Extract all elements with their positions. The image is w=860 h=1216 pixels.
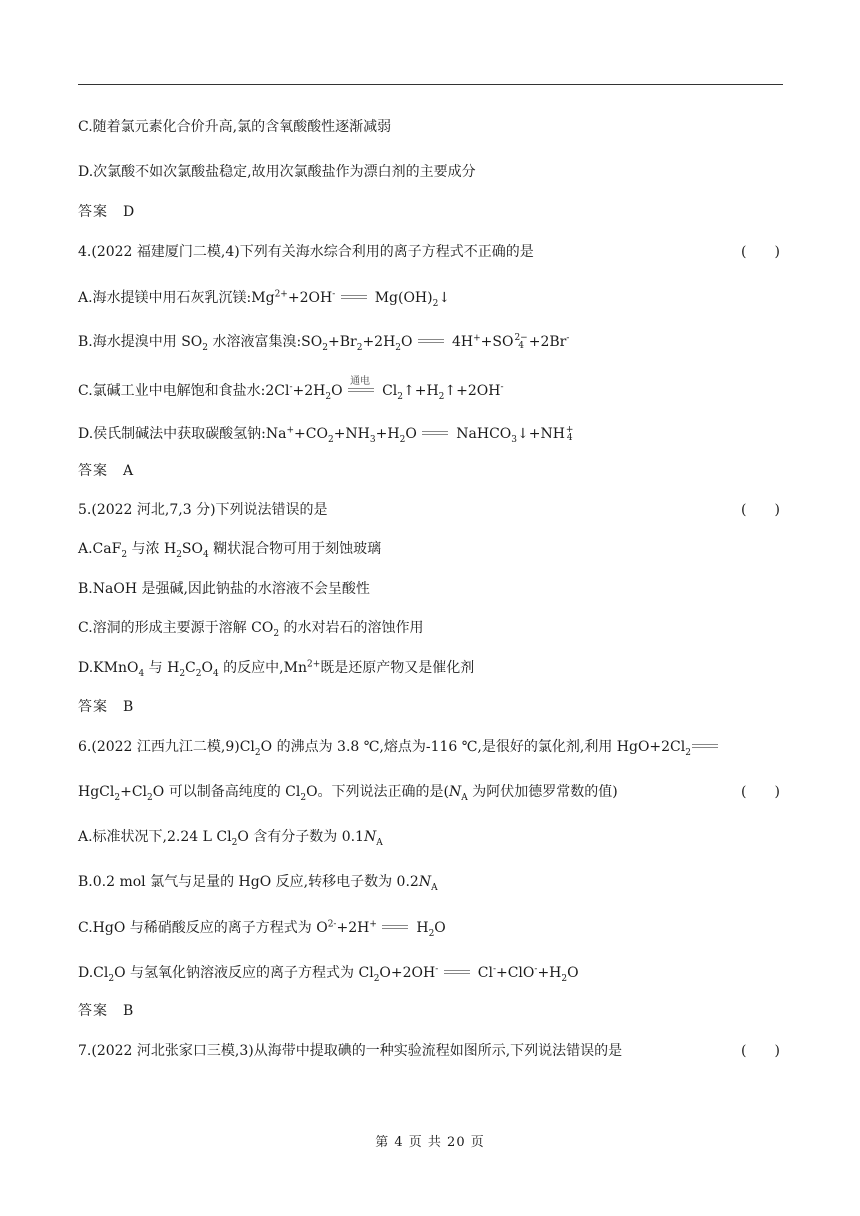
q5-option-b: B.NaOH 是强碱,因此钠盐的水溶液不会呈酸性 (78, 581, 370, 597)
q6-answer-blank: ( ) (741, 784, 780, 800)
equals-sign (382, 923, 408, 933)
equals-sign (341, 293, 367, 303)
q4-answer-blank: ( ) (741, 244, 780, 260)
q3-answer: 答案 D (78, 204, 136, 220)
q4-option-c: C.氯碱工业中电解饱和食盐水$:2Cl^-+2H_2O$ 通电 $Cl_2↑+H_2↑+2OH^-$ (78, 381, 504, 401)
q4-stem: 4.(2022 福建厦门二模,4)下列有关海水综合利用的离子方程式不正确的是 (78, 244, 534, 260)
q4-answer: 答案 A (78, 463, 135, 479)
q6-option-c: C.HgO 与稀硝酸反应的离子方程式为 $O^{2-}+2H^+$ $H_2O$ (78, 919, 446, 939)
q6-stem-line2: $HgCl_2+Cl_2O$ 可以制备高纯度的 $Cl_2O$。下列说法正确的是($N_A$ 为阿伏加德罗常数的值) (78, 784, 618, 803)
q5-answer: 答案 B (78, 699, 135, 715)
page-footer: 第 4 页 共 20 页 (375, 1135, 485, 1150)
q6-answer: 答案 B (78, 1003, 135, 1019)
q5-option-c: C.溶洞的形成主要源于溶解 $CO_2$ 的水对岩石的溶蚀作用 (78, 620, 424, 639)
equals-sign (692, 742, 718, 752)
q4-option-d: D.侯氏制碱法中获取碳酸氢钠$:Na^++CO_2+NH_3+H_2O$ NaHCO$_3$↓+NH + 4 (78, 425, 574, 445)
q4-option-b: B.海水提溴中用 $SO_2$ 水溶液富集溴$:SO_2+Br_2+2H_2O$ 4H++SO 2− 4 +2Br- (78, 333, 570, 353)
sulfate-charge: 2− 4 (514, 333, 528, 351)
q6-option-a: A.标准状况下,2.24 L $Cl_2O$ 含有分子数为 $0.1N_A$ (78, 829, 383, 848)
q4-option-a: A.海水提镁中用石灰乳沉镁$:Mg^{2+}+2OH^-$ $Mg(OH)_2↓$ (78, 289, 451, 309)
q5-answer-blank: ( ) (741, 502, 780, 518)
electrolysis-equals-sign (348, 376, 374, 396)
q3-option-d: D.次氯酸不如次氯酸盐稳定,故用次氯酸盐作为漂白剂的主要成分 (78, 164, 476, 180)
ammonium-charge: + 4 (565, 425, 574, 443)
header-rule (78, 84, 783, 85)
q6-option-b: B.0.2 mol 氯气与足量的 HgO 反应,转移电子数为 $0.2N_A$ (78, 874, 438, 893)
q3-option-c: C.随着氯元素化合价升高,氯的含氧酸酸性逐渐减弱 (78, 119, 392, 135)
q5-option-a: A.CaF$_2$ 与浓 $H_2SO_4$ 糊状混合物可用于刻蚀玻璃 (78, 541, 382, 560)
q6-stem-line1: 6.(2022 江西九江二模$,9)Cl_2O$ 的沸点为 3.8 ℃,熔点为-116 ℃,是很好的氯化剂,利用 $HgO+2Cl_2$ (78, 737, 718, 757)
q6-option-d: $D.Cl_2O$ 与氢氧化钠溶液反应的离子方程式为 $Cl_2O+2OH^-$ $Cl^-+ClO^-+H_2O$ (78, 964, 579, 984)
equals-sign (444, 968, 470, 978)
equals-sign (418, 337, 444, 347)
q5-option-d: D.KMnO$_4$ 与 $H_2C_2O_4$ 的反应中$,Mn^{2+}$既是还原产物又是催化剂 (78, 659, 475, 679)
equals-sign (422, 429, 448, 439)
q7-stem: 7.(2022 河北张家口三模,3)从海带中提取碘的一种实验流程如图所示,下列说法错误的是 (78, 1043, 623, 1059)
q5-stem: 5.(2022 河北,7,3 分)下列说法错误的是 (78, 502, 328, 518)
electrolysis-label: 通电 (350, 376, 371, 387)
q7-answer-blank: ( ) (741, 1043, 780, 1059)
